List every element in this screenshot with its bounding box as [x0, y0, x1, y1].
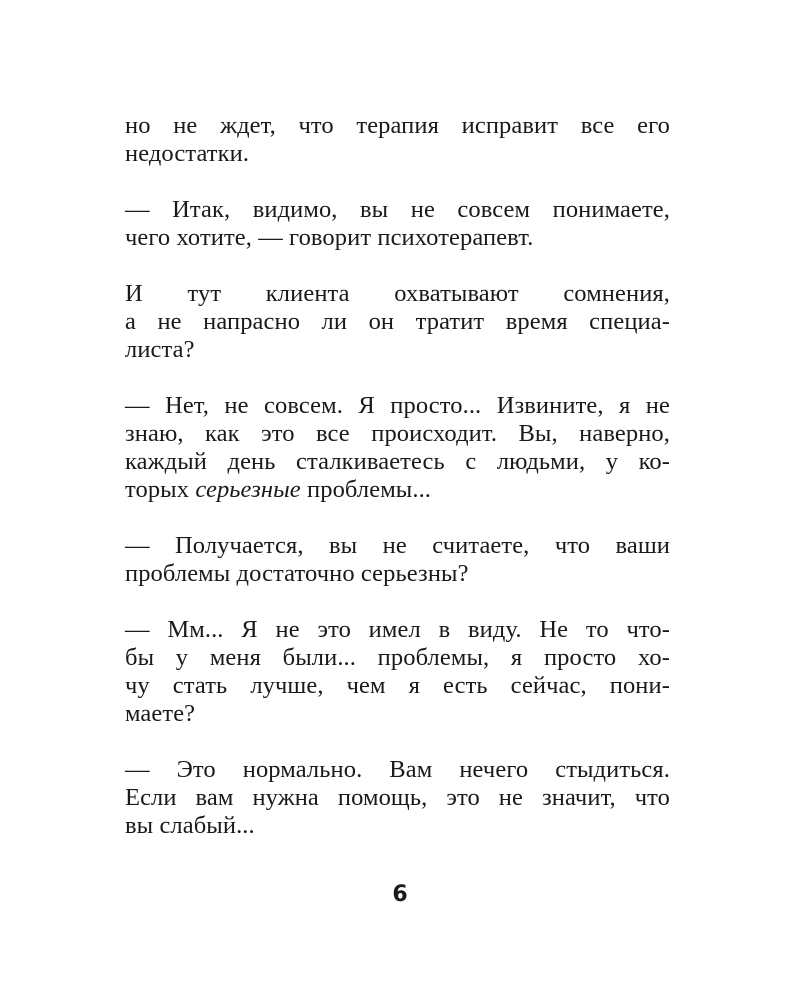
- text-line: но не ждет, что терапия исправит все его: [125, 112, 670, 139]
- paragraph-5: [125, 532, 670, 588]
- paragraph-3: [125, 280, 670, 364]
- text-line: знаю, как это все происходит. Вы, наверно,: [125, 420, 670, 447]
- text-line: — Итак, видимо, вы не совсем понимаете,: [125, 196, 670, 223]
- paragraph-1: [125, 112, 670, 168]
- text-line: — Это нормально. Вам нечего стыдиться.: [125, 756, 670, 783]
- text-line: недостатки.: [125, 140, 250, 167]
- text-line: бы у меня были... проблемы, я просто хо-: [125, 644, 670, 671]
- text-line: И тут клиента охватывают сомнения,: [125, 280, 670, 307]
- text-line-with-emphasis: [125, 476, 670, 504]
- paragraph-4: [125, 392, 670, 504]
- text-segment: торых: [125, 476, 196, 503]
- text-line: чу стать лучше, чем я есть сейчас, пони-: [125, 672, 670, 699]
- text-line: вы слабый...: [125, 812, 255, 839]
- text-line: каждый день сталкиваетесь с людьми, у ко-: [125, 448, 670, 475]
- text-line: листа?: [125, 336, 195, 363]
- paragraph-7: [125, 756, 670, 840]
- italic-emphasis: серьезные: [195, 476, 301, 503]
- text-line: — Мм... Я не это имел в виду. Не то что-: [125, 616, 670, 643]
- text-line: маете?: [125, 700, 196, 727]
- text-line: чего хотите, — говорит психотерапевт.: [125, 224, 534, 251]
- text-segment: проблемы...: [300, 476, 432, 503]
- page-text: [125, 112, 670, 868]
- text-line: — Получается, вы не считаете, что ваши: [125, 532, 670, 559]
- text-line: проблемы достаточно серьезны?: [125, 560, 469, 587]
- text-line: Если вам нужна помощь, это не значит, что: [125, 784, 670, 811]
- page-number: 6: [392, 882, 408, 907]
- text-line: — Нет, не совсем. Я просто... Извините, я не: [125, 392, 670, 419]
- paragraph-2: [125, 196, 670, 252]
- text-line: а не напрасно ли он тратит время специа-: [125, 308, 670, 335]
- paragraph-6: [125, 616, 670, 728]
